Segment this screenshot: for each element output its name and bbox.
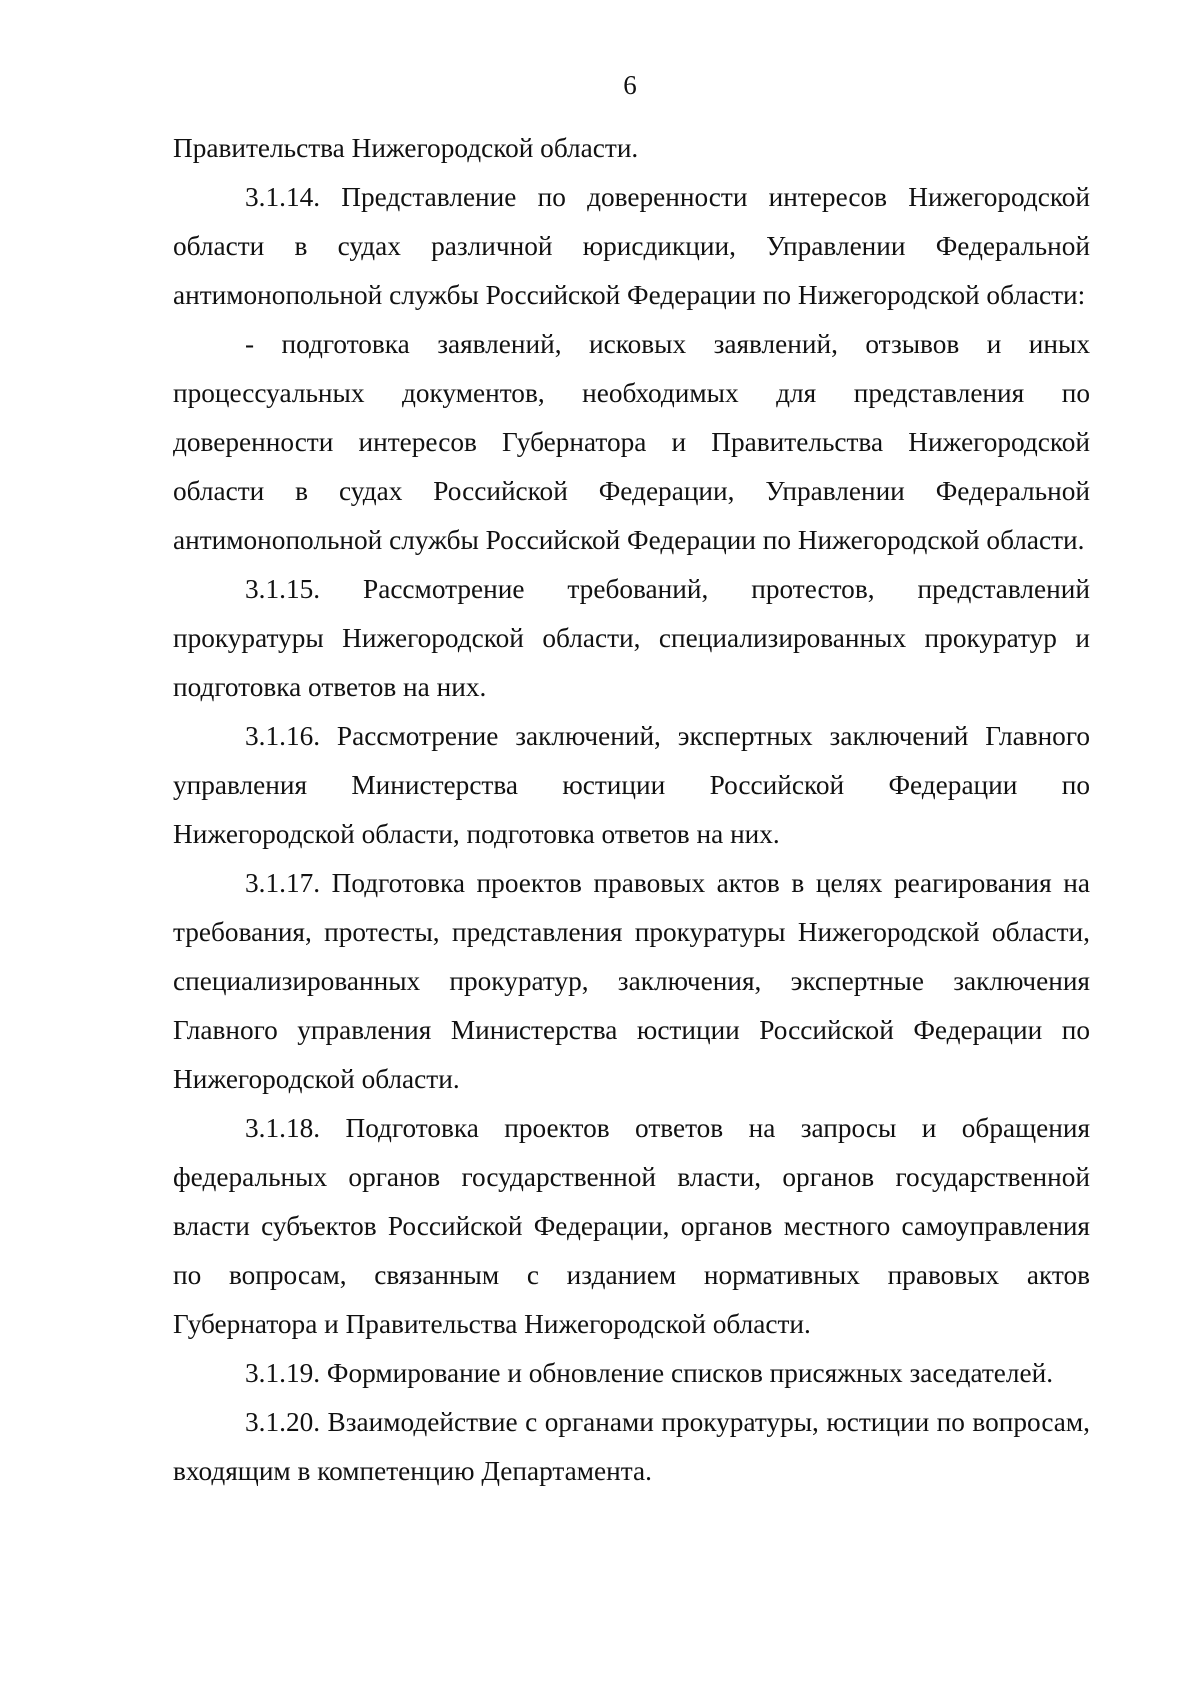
paragraph-3-1-20: 3.1.20. Взаимодействие с органами прокуратуры, юстиции по вопросам, входящим в компетенцию Департамента. — [173, 1407, 1090, 1486]
paragraph-3-1-15: 3.1.15. Рассмотрение требований, протестов, представлений прокуратуры Нижегородской области, специализированных прокуратур и подготовка ответов на них. — [173, 574, 1090, 702]
paragraph-3-1-17: 3.1.17. Подготовка проектов правовых актов в целях реагирования на требования, протесты, представления прокуратуры Нижегородской области, специализированных прокуратур, заключения, экспертные заключения Главного управления Министерства юстиции Российской Федерации по Нижегородской области. — [173, 868, 1090, 1094]
paragraph-3-1-19: 3.1.19. Формирование и обновление списков присяжных заседателей. — [245, 1358, 1054, 1388]
page-number: 6 — [623, 70, 637, 100]
paragraph-3-1-18: 3.1.18. Подготовка проектов ответов на запросы и обращения федеральных органов государственной власти, органов государственной власти субъектов Российской Федерации, органов местного самоуправления по вопросам, связанным с изданием нормативных правовых актов Губернатора и Правительства Нижегородской области. — [173, 1113, 1090, 1339]
paragraph-3-1-14-item: - подготовка заявлений, исковых заявлений, отзывов и иных процессуальных документов, необходимых для представления по доверенности интересов Губернатора и Правительства Нижегородской области в судах Российской Федерации, Управлении Федеральной антимонопольной службы Российской Федерации по Нижегородской области. — [173, 329, 1090, 555]
document-body — [173, 124, 1090, 1496]
paragraph-3-1-14: 3.1.14. Представление по доверенности интересов Нижегородской области в судах различной юрисдикции, Управлении Федеральной антимонопольной службы Российской Федерации по Нижегородской области: — [173, 182, 1090, 310]
paragraph-continuation: Правительства Нижегородской области. — [173, 133, 639, 163]
paragraph-3-1-16: 3.1.16. Рассмотрение заключений, экспертных заключений Главного управления Министерства юстиции Российской Федерации по Нижегородской области, подготовка ответов на них. — [173, 721, 1090, 849]
